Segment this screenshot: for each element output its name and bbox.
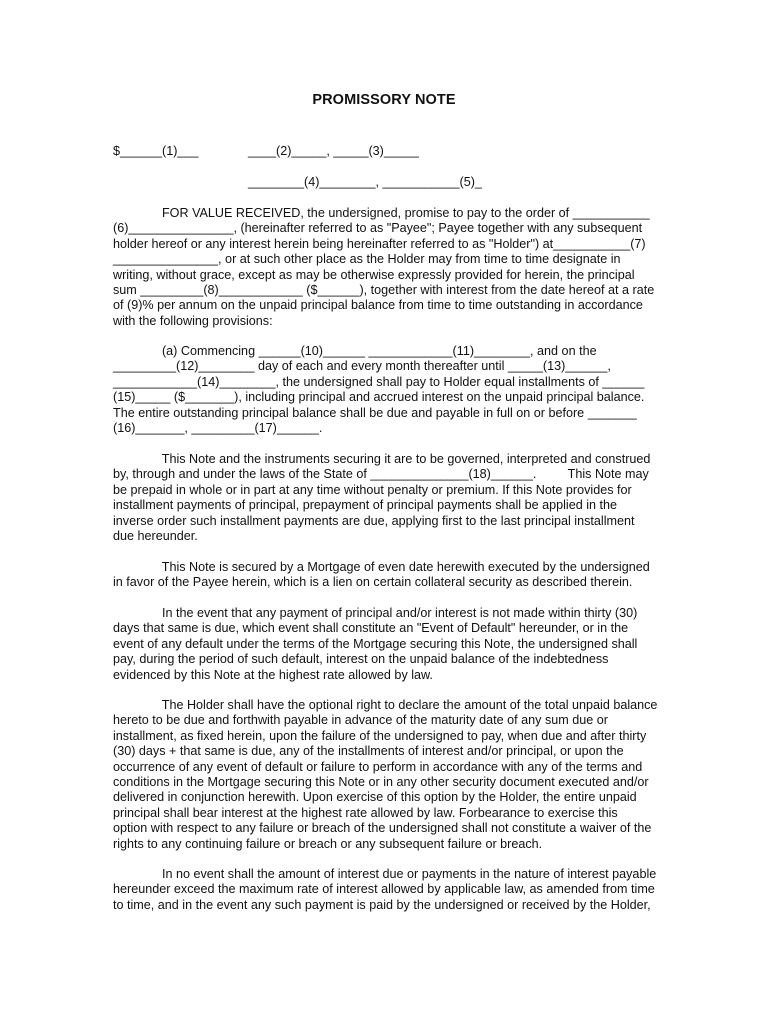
paragraph-line: FOR VALUE RECEIVED, the undersigned, promise to pay to the order of ___________ — [113, 206, 650, 220]
paragraph-line: principal shall bear interest at the highest rate allowed by law. Forbearance to exercise this — [113, 805, 618, 820]
paragraph-line: inverse order such installment payments are due, applying first to the last principal installment — [113, 513, 635, 528]
paragraph-line: (30) days + that same is due, any of the installments of interest and/or principal, or upon the — [113, 744, 624, 759]
paragraph-installments — [113, 344, 653, 436]
paragraph-line: installment payments of principal, prepayment of principal payments shall be applied in the — [113, 498, 618, 513]
document-title: PROMISSORY NOTE — [312, 92, 456, 108]
paragraph-line: (a) Commencing ______(10)______ ____________(11)________, and on the — [113, 344, 597, 358]
paragraph-line: In the event that any payment of principal and/or interest is not made within thirty (30) — [113, 606, 638, 620]
date-field: ____(2)_____, _____(3)_____ — [248, 144, 419, 158]
paragraph-line: The Holder shall have the optional right to declare the amount of the total unpaid balance — [113, 698, 658, 712]
paragraph-line: (6)_______________, (hereinafter referred to as "Payee"; Payee together with any subsequent — [113, 221, 643, 236]
paragraph-line: (15)_____ ($_______), including principal and accrued interest on the unpaid principal balance. — [113, 390, 645, 405]
paragraph-line: The entire outstanding principal balance shall be due and payable in full on or before _______ — [113, 405, 637, 420]
paragraph-line: writing, without grace, except as may be otherwise expressly provided for herein, the principal — [113, 267, 635, 282]
paragraph-default — [113, 606, 653, 683]
paragraph-line: pay, during the period of such default, interest on the unpaid balance of the indebtedness — [113, 652, 609, 667]
place-field: ________(4)________, ___________(5)_ — [248, 175, 482, 189]
paragraph-line: in favor of the Payee herein, which is a lien on certain collateral security as described therein. — [113, 575, 633, 590]
paragraph-line: hereunder exceed the maximum rate of interest allowed by applicable law, as amended from time — [113, 882, 655, 897]
paragraph-line: In no event shall the amount of interest due or payments in the nature of interest payable — [113, 867, 657, 881]
paragraph-line: ____________(14)________, the undersigned shall pay to Holder equal installments of ______ — [113, 374, 645, 389]
paragraph-line: hereto to be due and forthwith payable in advance of the maturity date of any sum due or — [113, 713, 608, 728]
paragraph-line: event of any default under the terms of the Mortgage securing this Note, the undersigned shall — [113, 636, 638, 651]
paragraph-line: days that same is due, which event shall constitute an "Event of Default" hereunder, or in the — [113, 621, 629, 636]
amount-field: $______(1)___ — [113, 144, 199, 158]
paragraph-governing-law — [113, 452, 653, 544]
paragraph-line: holder hereof or any interest herein being hereinafter referred to as "Holder") at___________(7) — [113, 236, 646, 251]
paragraph-line: delivered in conjunction herewith. Upon exercise of this option by the Holder, the entire unpaid — [113, 790, 637, 805]
paragraph-line: occurrence of any event of default or failure to perform in accordance with any of the terms and — [113, 759, 643, 774]
paragraph-line: sum _________(8)____________ ($______), together with interest from the date hereof at a rate — [113, 283, 655, 298]
paragraph-line: with the following provisions: — [113, 313, 273, 328]
paragraph-usury — [113, 867, 657, 913]
paragraph-acceleration — [113, 698, 658, 852]
paragraph-line: _______________, or at such other place as the Holder may from time to time designate in — [113, 252, 621, 267]
paragraph-line: due hereunder. — [113, 529, 198, 544]
paragraph-line: installment, as fixed herein, upon the failure of the undersigned to pay, when due and after thirty — [113, 728, 647, 743]
paragraph-line: (16)_______, _________(17)______. — [113, 421, 323, 436]
paragraph-line: of (9)% per annum on the unpaid principal balance from time to time outstanding in accordance — [113, 298, 643, 313]
paragraph-value-received — [113, 206, 653, 329]
paragraph-line: This Note and the instruments securing it are to be governed, interpreted and construed — [113, 452, 651, 466]
paragraph-line: be prepaid in whole or in part at any time without penalty or premium. If this Note provides for — [113, 482, 632, 497]
paragraph-line: _________(12)________ day of each and every month thereafter until _____(13)______, — [113, 359, 611, 374]
paragraph-mortgage — [113, 560, 653, 591]
paragraph-line: option with respect to any failure or breach of the undersigned shall not constitute a waiver of the — [113, 821, 652, 836]
paragraph-line: rights to any continuing failure or breach or any subsequent failure or breach. — [113, 836, 543, 851]
paragraph-line: by, through and under the laws of the State of ______________(18)______. This Note may — [113, 467, 649, 482]
paragraph-line: evidenced by this Note at the highest rate allowed by law. — [113, 667, 433, 682]
paragraph-line: conditions in the Mortgage securing this Note or in any other security document executed and/or — [113, 775, 649, 790]
paragraph-line: This Note is secured by a Mortgage of even date herewith executed by the undersigned — [113, 560, 650, 574]
paragraph-line: to time, and in the event any such payment is paid by the undersigned or received by the Holder, — [113, 897, 651, 912]
